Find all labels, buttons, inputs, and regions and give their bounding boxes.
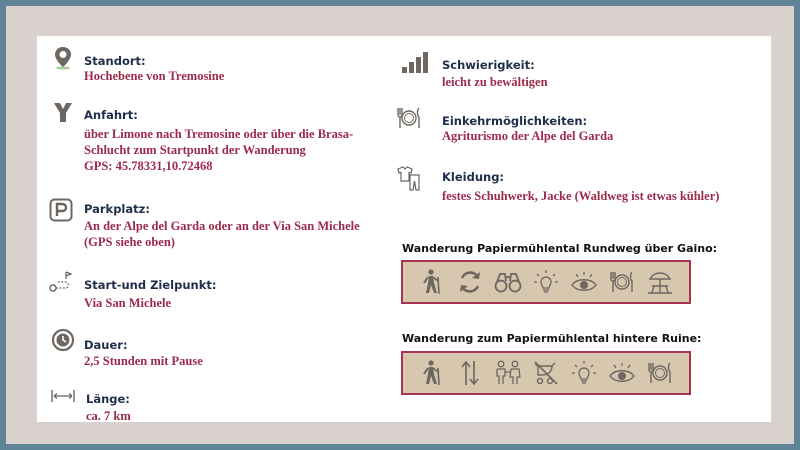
parking-icon: [47, 196, 75, 224]
eye-icon: [570, 268, 598, 296]
section2-icon-bar: [401, 351, 691, 395]
loop-arrows-icon: [456, 268, 484, 296]
eye-icon: [608, 359, 636, 387]
parkplatz-value-line-1: An der Alpe del Garda oder an der Via San Michele: [84, 219, 360, 233]
clothing-icon: [395, 164, 423, 192]
schwierigkeit-value: leicht zu bewältigen: [442, 75, 548, 89]
plate-cutlery-icon: [608, 268, 636, 296]
parkplatz-label: Parkplatz:: [84, 202, 150, 216]
signal-bars-icon: [401, 48, 429, 76]
einkehr-label: Einkehrmöglichkeiten:: [442, 114, 588, 128]
family-icon: [494, 359, 522, 387]
stroller-crossed-icon: [532, 359, 560, 387]
route-icon: [47, 268, 75, 296]
dauer-label: Dauer:: [84, 338, 128, 352]
clock-icon: [49, 326, 77, 354]
einkehr-value: Agriturismo der Alpe del Garda: [442, 129, 614, 143]
start-ziel-value: Via San Michele: [84, 296, 172, 310]
plate-cutlery-icon: [646, 359, 674, 387]
kleidung-label: Kleidung:: [442, 170, 505, 184]
parkplatz-value-line-2: (GPS siehe oben): [84, 235, 175, 249]
road-fork-icon: [49, 98, 77, 126]
laenge-label: Länge:: [86, 392, 130, 406]
location-pin-icon: [49, 44, 77, 72]
schwierigkeit-label: Schwierigkeit:: [442, 58, 535, 72]
anfahrt-value-line-1: über Limone nach Tremosine oder über die Brasa-: [84, 127, 354, 141]
anfahrt-value-line-3: GPS: 45.78331,10.72468: [84, 159, 213, 173]
sun-lightbulb-icon: [532, 268, 560, 296]
section1-title: Wanderung Papiermühlental Rundweg über Gaino:: [402, 242, 718, 255]
distance-icon: [49, 382, 77, 410]
hiker-icon: [418, 359, 446, 387]
anfahrt-label: Anfahrt:: [84, 108, 138, 122]
section1-icon-bar: [401, 260, 691, 304]
info-panel: [37, 36, 771, 422]
sun-lightbulb-icon: [570, 359, 598, 387]
binoculars-icon: [494, 268, 522, 296]
section2-title: Wanderung zum Papiermühlental hintere Ruine:: [402, 332, 702, 345]
picnic-umbrella-icon: [646, 268, 674, 296]
start-ziel-label: Start-und Zielpunkt:: [84, 278, 217, 292]
kleidung-value: festes Schuhwerk, Jacke (Waldweg ist etwas kühler): [442, 189, 720, 203]
plate-cutlery-icon: [395, 104, 423, 132]
standort-label: Standort:: [84, 54, 146, 68]
dauer-value: 2,5 Stunden mit Pause: [84, 354, 203, 368]
hiker-icon: [418, 268, 446, 296]
laenge-value: ca. 7 km: [86, 409, 131, 422]
standort-value: Hochebene von Tremosine: [84, 69, 225, 83]
anfahrt-value-line-2: Schlucht zum Startpunkt der Wanderung: [84, 143, 306, 157]
outer-frame: [6, 6, 794, 444]
up-down-arrows-icon: [456, 359, 484, 387]
